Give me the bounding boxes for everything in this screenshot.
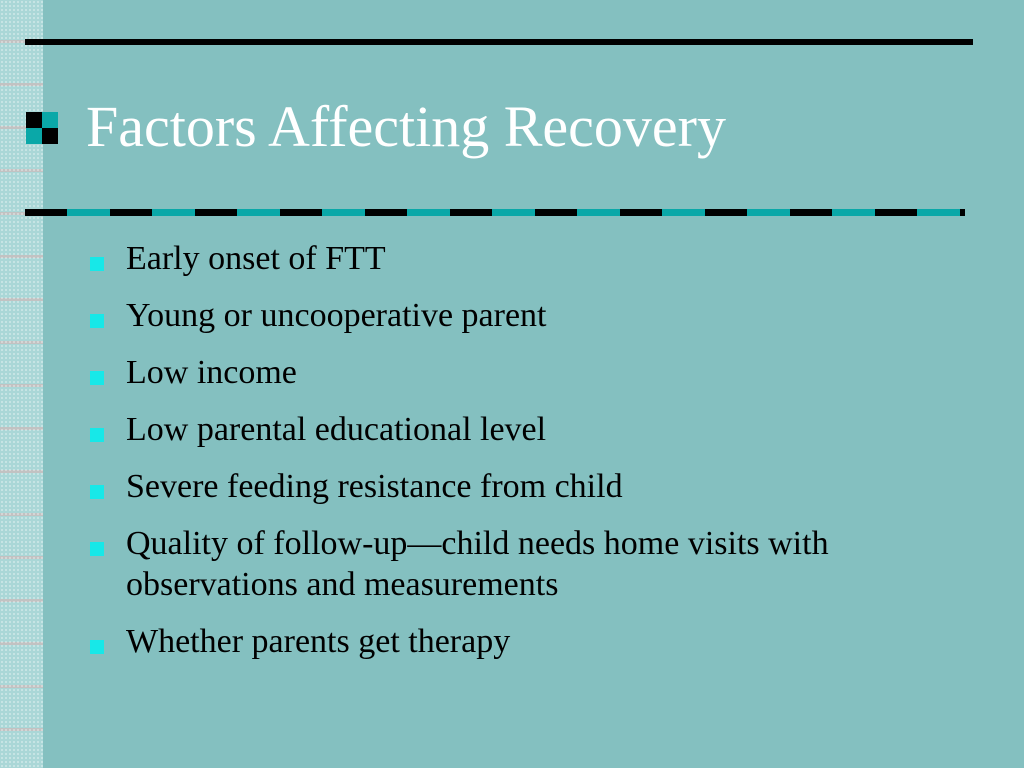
bullet-text: Young or uncooperative parent [126,297,547,334]
list-item [88,238,988,279]
bullet-square-icon [90,371,104,385]
bullet-square-icon [90,257,104,271]
bullet-text: Low income [126,354,297,391]
bullet-text: Quality of follow-up—child needs home visits with observations and measurements [126,525,829,603]
bullet-square-icon [90,485,104,499]
slide-title: Factors Affecting Recovery [86,94,726,159]
list-item [88,466,988,507]
bullet-text: Whether parents get therapy [126,623,511,660]
list-item [88,295,988,336]
title-bullet-icon [26,112,58,144]
bullet-text: Severe feeding resistance from child [126,468,623,505]
list-item [88,523,906,605]
bullet-text: Early onset of FTT [126,240,386,277]
bullet-list [88,238,988,678]
top-rule [25,39,973,45]
bullet-square-icon [90,640,104,654]
bullet-square-icon [90,314,104,328]
list-item [88,352,988,393]
bullet-text: Low parental educational level [126,411,547,448]
list-item [88,409,988,450]
dashed-divider [25,209,965,216]
bullet-square-icon [90,428,104,442]
list-item [88,621,988,662]
bullet-square-icon [90,542,104,556]
